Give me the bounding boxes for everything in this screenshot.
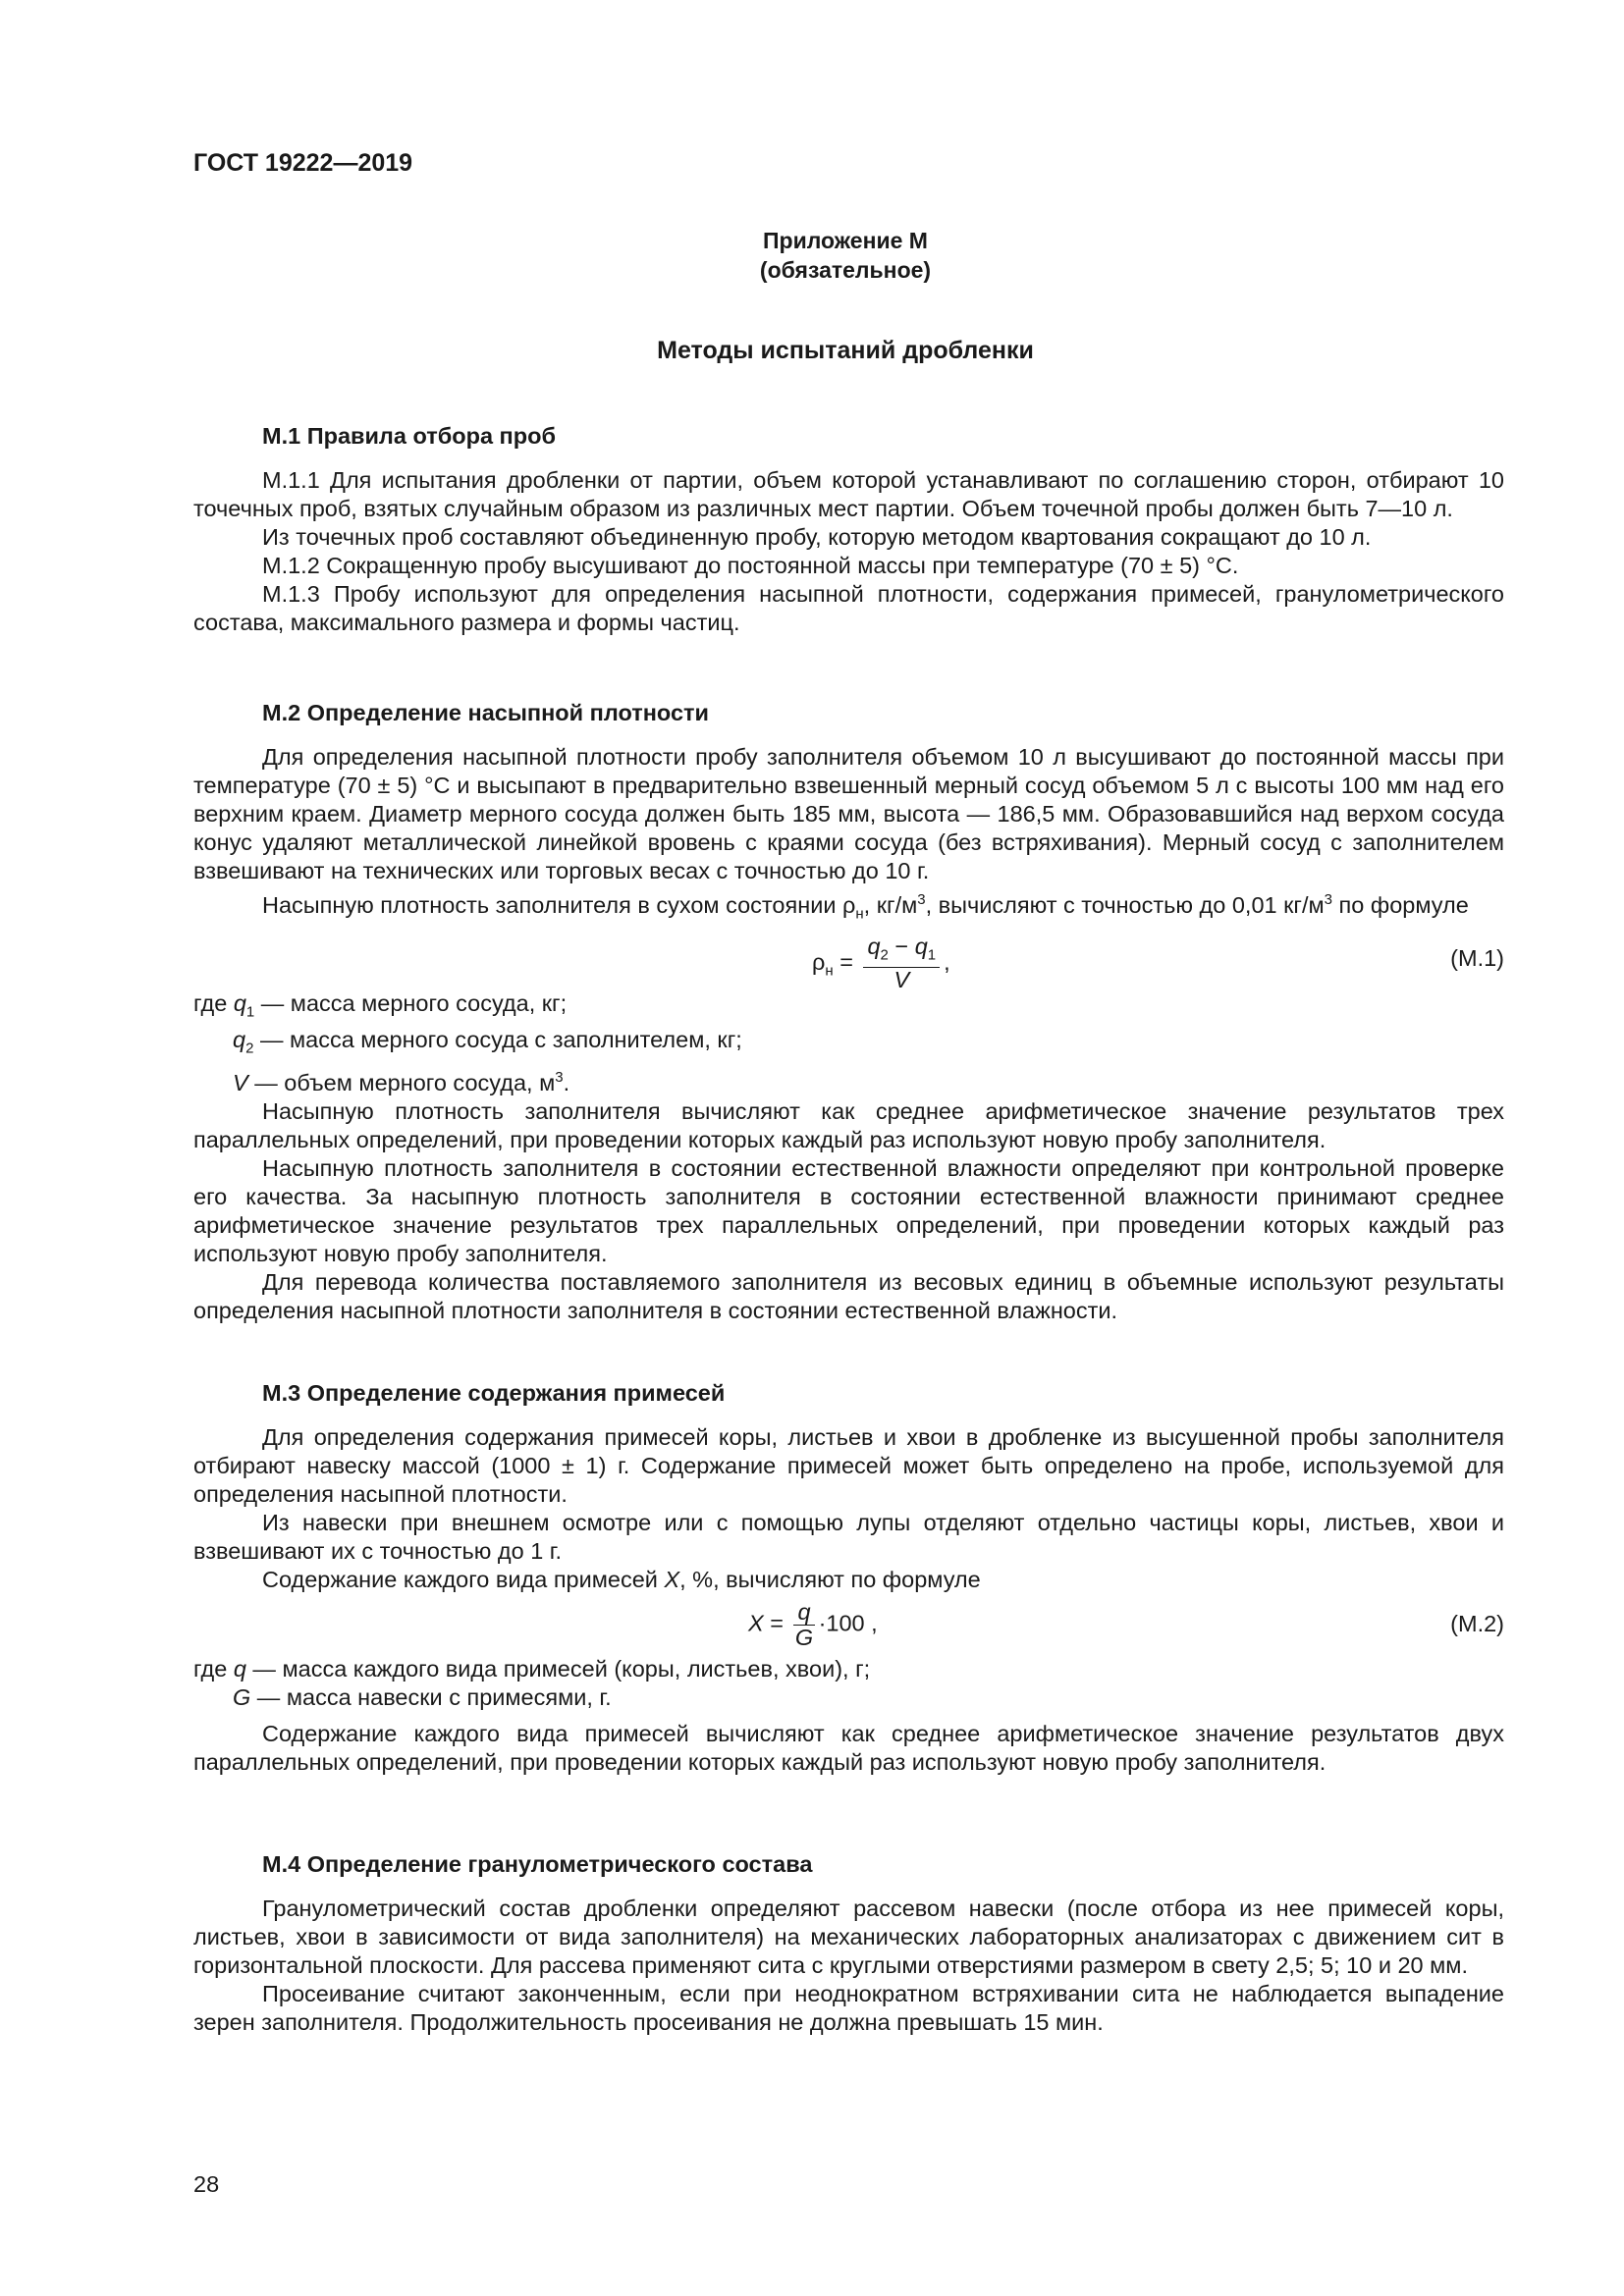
- document-id: ГОСТ 19222—2019: [193, 149, 413, 177]
- section-heading: М.2 Определение насыпной плотности: [262, 700, 709, 725]
- fraction: $\frac{q_2 - q_1}{V}$: [863, 934, 940, 993]
- paragraph: Содержание каждого вида примесей X, %, вычисляют по формуле: [262, 1567, 981, 1592]
- paragraph: М.1.2 Сокращенную пробу высушивают до постоянной массы при температуре (70 ± 5) °С.: [262, 553, 1239, 578]
- paragraph: Насыпную плотность заполнителя в состоянии естественной влажности определяют при контрольной проверке его качества. За насыпную плотность заполнителя в состоянии естественной влажности принимают среднее арифметическое значение результатов трех параллельных определений, при проведении которых каждый раз используют новую пробу заполнителя.: [193, 1154, 1504, 1266]
- paragraph: Из навески при внешнем осмотре или с помощью лупы отделяют отдельно частицы коры, листьев, хвои и взвешивают их с точностью до 1 г.: [193, 1510, 1504, 1564]
- paragraph: Содержание каждого вида примесей вычисляют как среднее арифметическое значение результатов двух параллельных определений, при проведении которых каждый раз используют новую пробу заполнителя.: [193, 1721, 1504, 1775]
- paragraph: Для определения содержания примесей коры, листьев и хвои в дробленке из высушенной пробы заполнителя отбирают навеску массой (1000 ± 1) г. Содержание примесей может быть определено на пробе, используемой для определения насыпной плотности.: [193, 1424, 1504, 1507]
- annex-label: Приложение М: [763, 228, 928, 253]
- paragraph: Из точечных проб составляют объединенную пробу, которую методом квартования сокращают до 10 л.: [262, 524, 1372, 550]
- section-heading: М.1 Правила отбора проб: [262, 423, 556, 449]
- definition-item: G — масса навески с примесями, г.: [233, 1684, 612, 1710]
- definition-item: $q_2$ — масса мерного сосуда с заполнителем, кг;: [233, 1027, 742, 1057]
- formula-m1: $\rho_н$ = $\frac{q_2 - q_1}{V}$ , (М.1): [812, 933, 1504, 993]
- paragraph: Для перевода количества поставляемого заполнителя из весовых единиц в объемные используют результаты определения насыпной плотности заполнителя в состоянии естественной влажности.: [193, 1268, 1504, 1323]
- paragraph: М.1.3 Пробу используют для определения насыпной плотности, содержания примесей, гранулометрического состава, максимального размера и формы частиц.: [193, 581, 1504, 635]
- fraction: $\frac{q}{G}$: [794, 1599, 814, 1650]
- paragraph: Гранулометрический состав дробленки определяют рассевом навески (после отбора из нее примесей коры, листьев, хвои в зависимости от вида заполнителя) на механических лабораторных анализаторах с движением сит в горизонтальной плоскости. Для рассева применяют сита с круглыми отверстиями размером в свету 2,5; 5; 10 и 20 мм.: [193, 1896, 1504, 1978]
- paragraph: Для определения насыпной плотности пробу заполнителя объемом 10 л высушивают до постоянной массы при температуре (70 ± 5) °С и высыпают в предварительно взвешенный мерный сосуд объемом 5 л с высоты 100 мм над его верхним краем. Диаметр мерного сосуда должен быть 185 мм, высота — 186,5 мм. Образовавшийся над верхом сосуда конус удаляют металлической линейкой вровень с краями сосуда (без встряхивания). Мерный сосуд с заполнителем взвешивают на технических или торговых весах с точностью до 10 г.: [193, 744, 1504, 883]
- paragraph: Просеивание считают законченным, если при неоднократном встряхивании сита не наблюдается выпадение зерен заполнителя. Продолжительность просеивания не должна превышать 15 мин.: [193, 1981, 1504, 2035]
- section-m4: [193, 1850, 1504, 2037]
- page-number: 28: [193, 2171, 220, 2197]
- formula-number: (М.1): [1450, 944, 1504, 971]
- section-heading: М.3 Определение содержания примесей: [262, 1380, 726, 1406]
- section-m2: [193, 699, 1504, 1325]
- annex-title: Методы испытаний дробленки: [657, 337, 1034, 364]
- formula-number: (М.2): [1450, 1611, 1504, 1636]
- paragraph: Насыпную плотность заполнителя в сухом состоянии $\rho_н$, $кг/м^3$, вычисляют с точностью до 0,01 $кг/м^3$ по формуле: [262, 891, 1469, 923]
- annex-status: (обязательное): [759, 257, 932, 283]
- definition-item: V — объем мерного сосуда, $м^3$.: [233, 1068, 570, 1095]
- section-heading: М.4 Определение гранулометрического состава: [262, 1851, 813, 1877]
- section-m1: [193, 422, 1504, 637]
- definition-item: где $q_1$ — масса мерного сосуда, кг;: [193, 989, 568, 1021]
- section-m3: [193, 1379, 1504, 1777]
- paragraph: М.1.1 Для испытания дробленки от партии, объем которой устанавливают по соглашению сторон, отбирают 10 точечных проб, взятых случайным образом из различных мест партии. Объем точечной пробы должен быть 7—10 л.: [193, 467, 1504, 521]
- paragraph: Насыпную плотность заполнителя вычисляют как среднее арифметическое значение результатов трех параллельных определений, при проведении которых каждый раз используют новую пробу заполнителя.: [193, 1097, 1504, 1152]
- formula-m2: X = $\frac{q}{G}$ ·100 , (М.2): [748, 1599, 1504, 1650]
- definition-item: где q — масса каждого вида примесей (коры, листьев, хвои), г;: [193, 1656, 871, 1682]
